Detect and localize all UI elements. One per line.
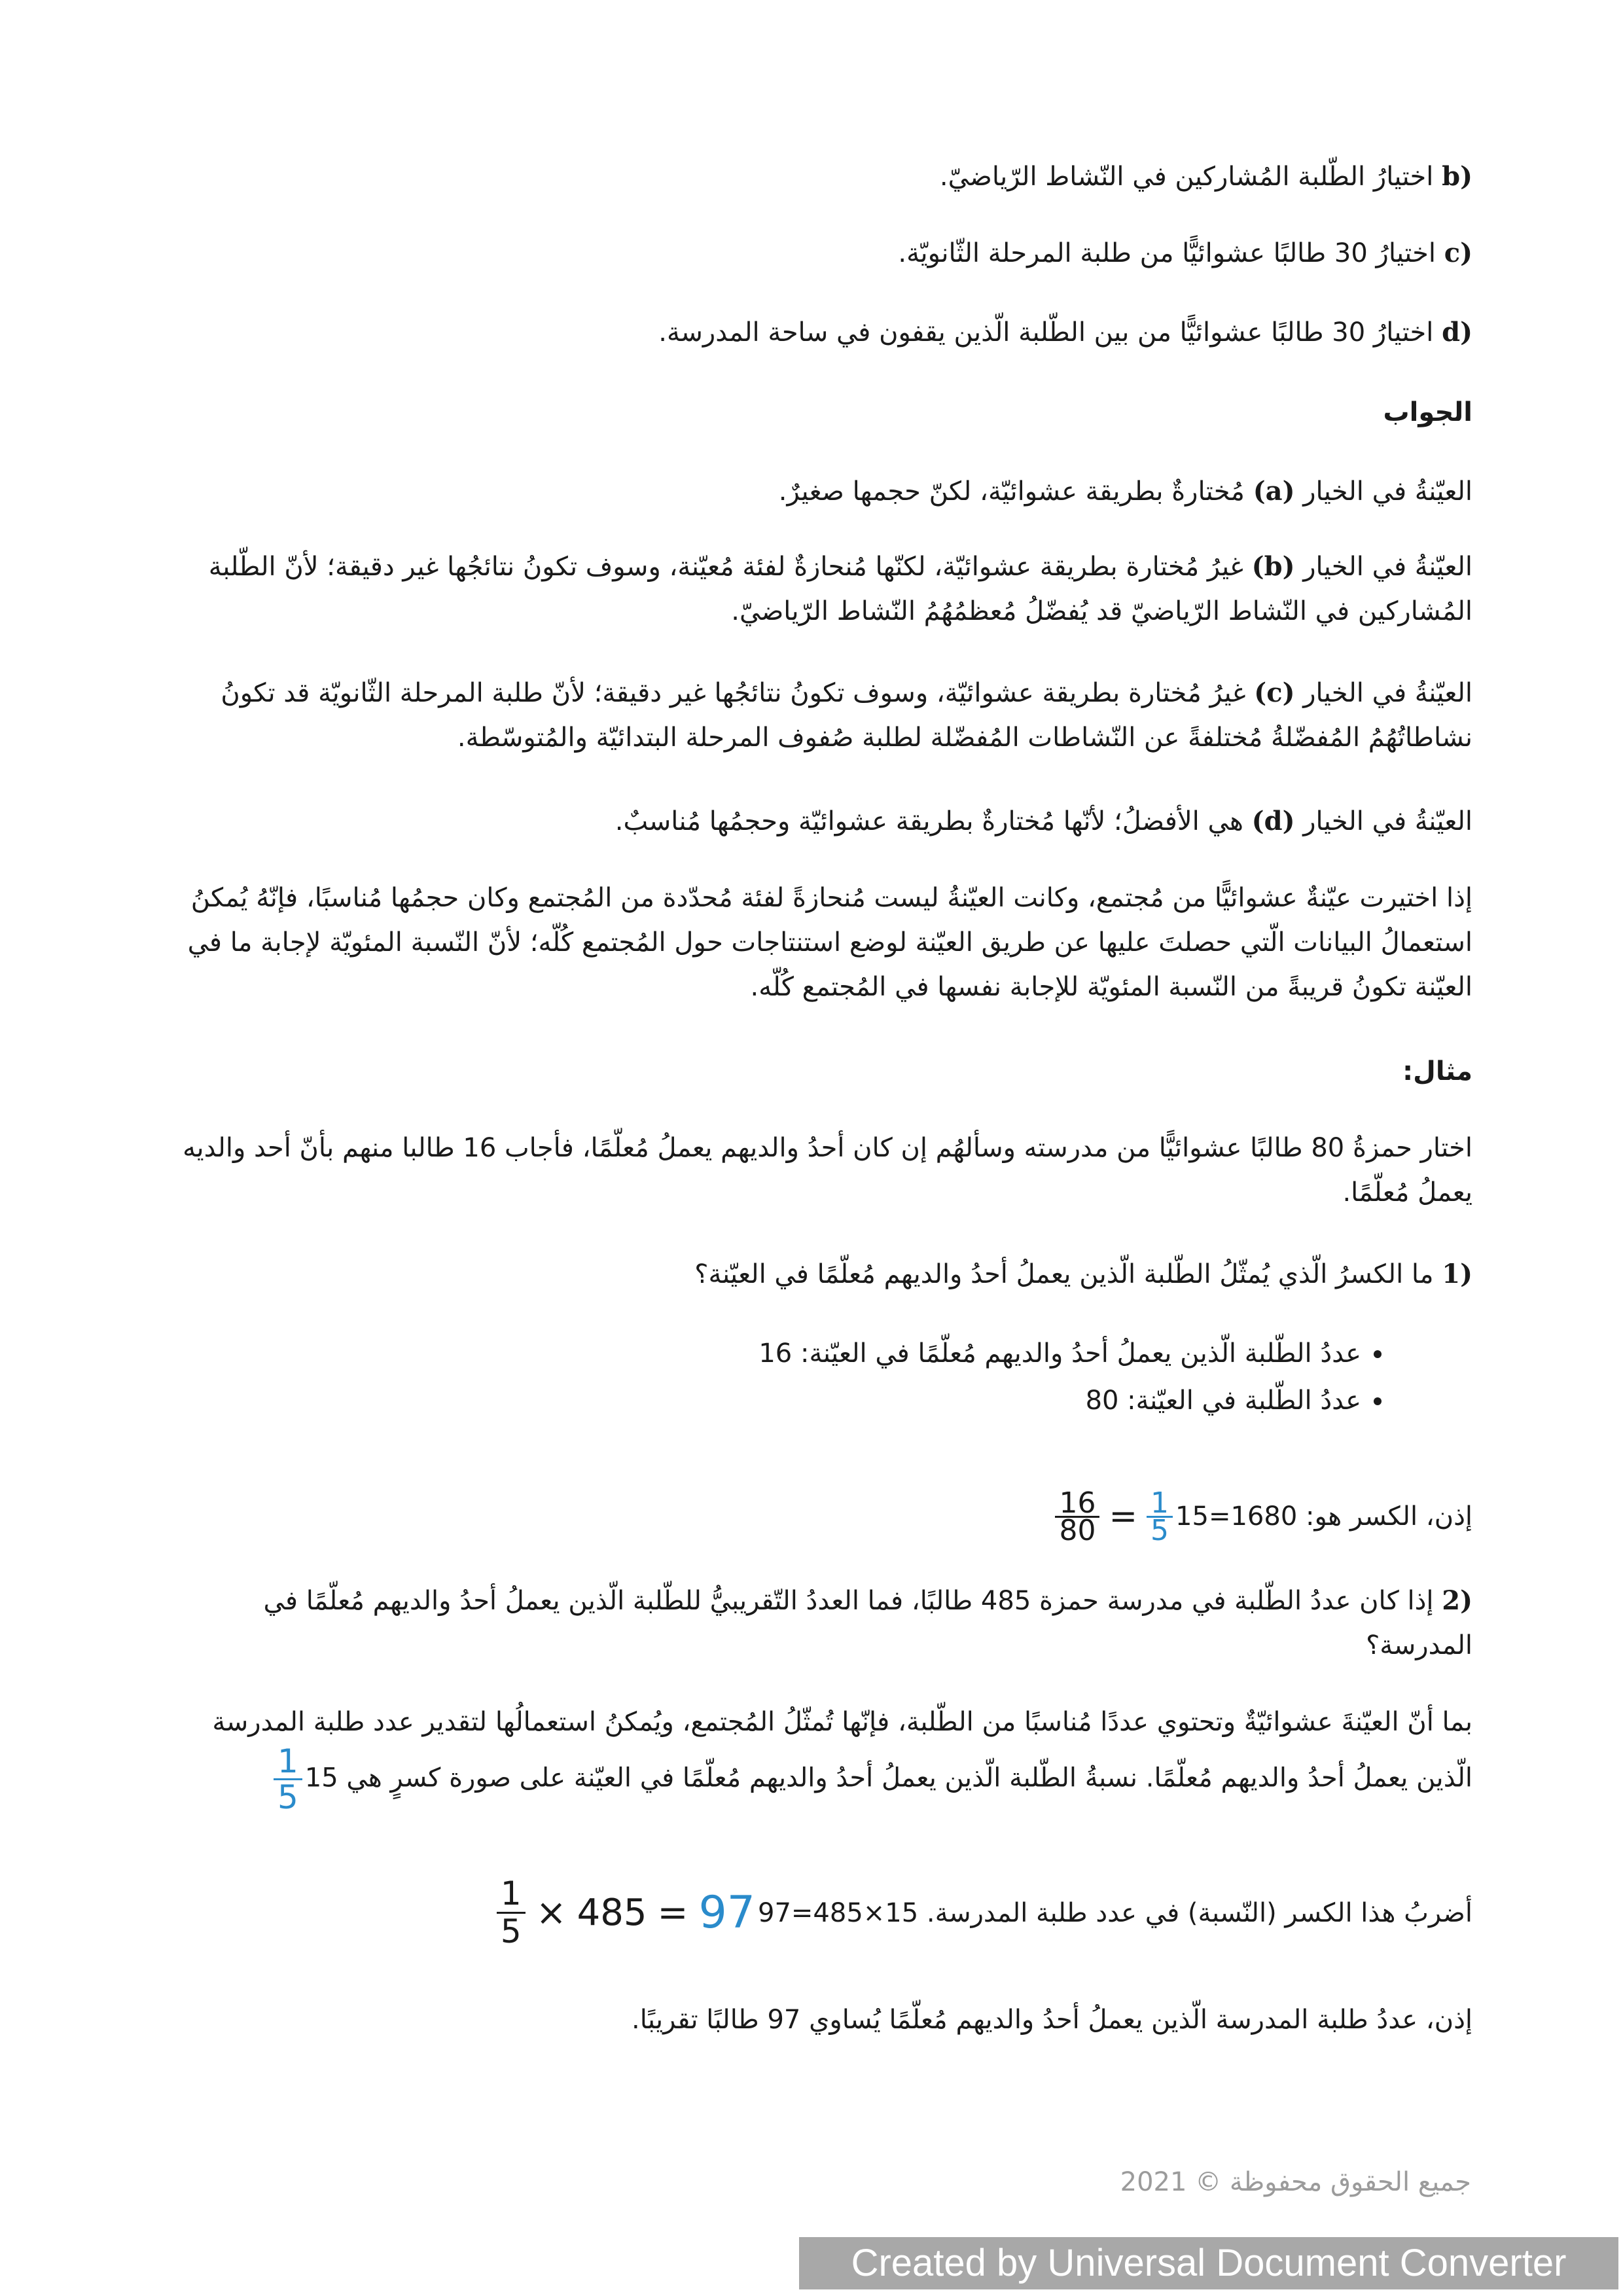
fraction-denominator: 5 — [1150, 1513, 1169, 1547]
answer-prefix: العيّنةُ في الخيار — [1303, 476, 1472, 507]
conclusion: إذن، عددُ طلبة المدرسة الّذين يعملُ أحدُ والديهم مُعلّمًا يُساوي 97 طالبًا تقريبًا. — [632, 2005, 1472, 2035]
equals-sign: = — [657, 1891, 688, 1934]
question-text: إذا كان عددُ الطّلبة في مدرسة حمزة 485 طالبًا، فما العددُ التّقريبيُّ للطّلبة الّذين يعملُ أحدُ والديهم مُعلّمًا في المدرسة؟ — [263, 1586, 1472, 1660]
fraction-1-5 — [497, 1876, 526, 1950]
answer-heading: الجواب — [1383, 397, 1472, 427]
fraction-numerator: 16 — [1055, 1490, 1099, 1518]
fraction-denominator: 5 — [277, 1778, 298, 1816]
option-text: اختيارُ الطّلبة المُشاركين في النّشاط الرّياضيّ. — [939, 162, 1434, 192]
answer-prefix: العيّنةُ في الخيار — [1303, 678, 1472, 708]
page-content — [164, 0, 1472, 2042]
question-2 — [164, 1579, 1472, 1668]
option-b — [164, 154, 1472, 199]
multiply-line-text: أضربُ هذا الكسر (النّسبة) في عدد طلبة المدرسة. 15×485=97 — [758, 1897, 1472, 1928]
answer-label: (d) — [1251, 806, 1295, 836]
question-label: 1) — [1442, 1259, 1472, 1289]
answer-label: (a) — [1253, 476, 1295, 507]
option-label: c) — [1444, 238, 1472, 268]
fraction-16-80 — [1055, 1486, 1099, 1547]
list-item: • عددُ الطّلبة الّذين يعملُ أحدُ والديهم مُعلّمًا في العيّنة: 16 — [164, 1330, 1361, 1377]
copyright-footer: جميع الحقوق محفوظة © 2021 — [1120, 2167, 1471, 2197]
example-heading: مثال: — [1402, 1056, 1472, 1086]
fraction-denominator: 80 — [1059, 1513, 1096, 1547]
reasoning-paragraph — [164, 1700, 1472, 1814]
answer-text: مُختارةٌ بطريقة عشوائيّة، لكنّ حجمها صغيرٌ. — [778, 476, 1245, 507]
answer-c — [164, 671, 1472, 760]
bullet-list — [164, 1330, 1472, 1424]
answer-d — [164, 799, 1472, 844]
example-intro: اختار حمزةُ 80 طالبًا عشوائيًّا من مدرسته وسألهُم إن كان أحدُ والديهم يعملُ مُعلّمًا، فأجاب 16 طالبا منهم بأنّ أحد والديه يعملُ مُعلّمًا. — [183, 1133, 1472, 1208]
answer-label: (b) — [1251, 551, 1295, 582]
school-total-value: 485 — [577, 1891, 647, 1934]
answer-text: غيرُ مُختارة بطريقة عشوائيّة، لكنّها مُنحازةٌ لفئة مُعيّنة، وسوف تكونُ نتائجُها غير دقيقة؛ لأنّ الطّلبة المُشاركين في النّشاط الرّياضيّ قد يُفضّلُ مُعظمُهُمُ النّشاط الرّياضيّ. — [208, 552, 1472, 626]
summary-paragraph: إذا اختيرت عيّنةٌ عشوائيًّا من مُجتمع، وكانت العيّنةُ ليست مُنحازةً لفئة مُحدّدة من المُجتمع وكان حجمُها مُناسبًا، فإنّهُ يُمكنُ استعمالُ البيانات الّتي حصلتَ عليها عن طريق العيّنة لوضع استنتاجات حول المُجتمع كُلّه؛ لأنّ النّسبة المئويّة لإجابة ما في العيّنة تكونُ قريبةً من النّسبة المئويّة للإجابة نفسها في المُجتمع كُلّه. — [187, 883, 1472, 1002]
fraction-denominator: 5 — [500, 1912, 522, 1950]
option-text: اختيارُ 30 طالبًا عشوائيًّا من بين الطّلبة الّذين يقفون في ساحة المدرسة. — [658, 317, 1434, 348]
option-label: b) — [1442, 161, 1472, 192]
fraction-equation — [1055, 1486, 1173, 1547]
option-d — [164, 310, 1472, 355]
fraction-line-text: إذن، الكسر هو: 1680=15 — [1175, 1501, 1472, 1532]
fraction-numerator: 1 — [497, 1876, 526, 1914]
result-value: 97 — [698, 1886, 755, 1939]
answer-b — [164, 545, 1472, 634]
option-text: اختيارُ 30 طالبًا عشوائيًّا من طلبة المرحلة الثّانويّة. — [898, 238, 1436, 268]
fraction-line — [164, 1486, 1472, 1547]
reasoning-text: بما أنّ العيّنةَ عشوائيّةٌ وتحتوي عددًا مُناسبًا من الطّلبة، فإنّها تُمثّلُ المُجتمع، ويُمكنُ استعمالُها لتقدير عدد طلبة المدرسة الّذين يعملُ أحدُ والديهم مُعلّمًا. نسبةُ الطّلبة الّذين يعملُ أحدُ والديهم مُعلّمًا في العيّنة على صورة كسرٍ هي 15 — [212, 1707, 1472, 1793]
answer-prefix: العيّنةُ في الخيار — [1303, 552, 1472, 582]
list-item: • عددُ الطّلبة في العيّنة: 80 — [164, 1377, 1361, 1424]
watermark-banner: Created by Universal Document Converter — [799, 2237, 1618, 2289]
answer-prefix: العيّنةُ في الخيار — [1303, 806, 1472, 836]
answer-a — [164, 469, 1472, 514]
fraction-numerator: 1 — [274, 1744, 302, 1780]
question-label: 2) — [1442, 1585, 1472, 1616]
equals-sign: = — [1109, 1497, 1138, 1536]
answer-label: (c) — [1254, 677, 1295, 708]
question-text: ما الكسرُ الّذي يُمثّلُ الطّلبة الّذين يعملُ أحدُ والديهم مُعلّمًا في العيّنة؟ — [694, 1259, 1434, 1289]
option-c — [164, 231, 1472, 276]
fraction-numerator: 1 — [1147, 1490, 1173, 1518]
answer-text: غيرُ مُختارة بطريقة عشوائيّة، وسوف تكونُ نتائجُها غير دقيقة؛ لأنّ طلبة المرحلة الثّانويّة قد تكونُ نشاطاتُهُمُ المُفضّلةُ مُختلفةً عن النّشاطات المُفضّلة لطلبة صُفوف المرحلة البتدائيّة والمُتوسّطة. — [221, 678, 1472, 753]
fraction-1-5 — [1147, 1486, 1173, 1547]
answer-text: هي الأفضلُ؛ لأنّها مُختارةٌ بطريقة عشوائيّة وحجمُها مُناسبٌ. — [615, 806, 1243, 836]
option-label: d) — [1442, 317, 1472, 348]
times-sign: × — [535, 1891, 567, 1934]
multiply-equation — [497, 1876, 755, 1950]
question-1 — [164, 1252, 1472, 1297]
multiply-line — [164, 1876, 1472, 1950]
ratio-fraction — [274, 1744, 302, 1814]
